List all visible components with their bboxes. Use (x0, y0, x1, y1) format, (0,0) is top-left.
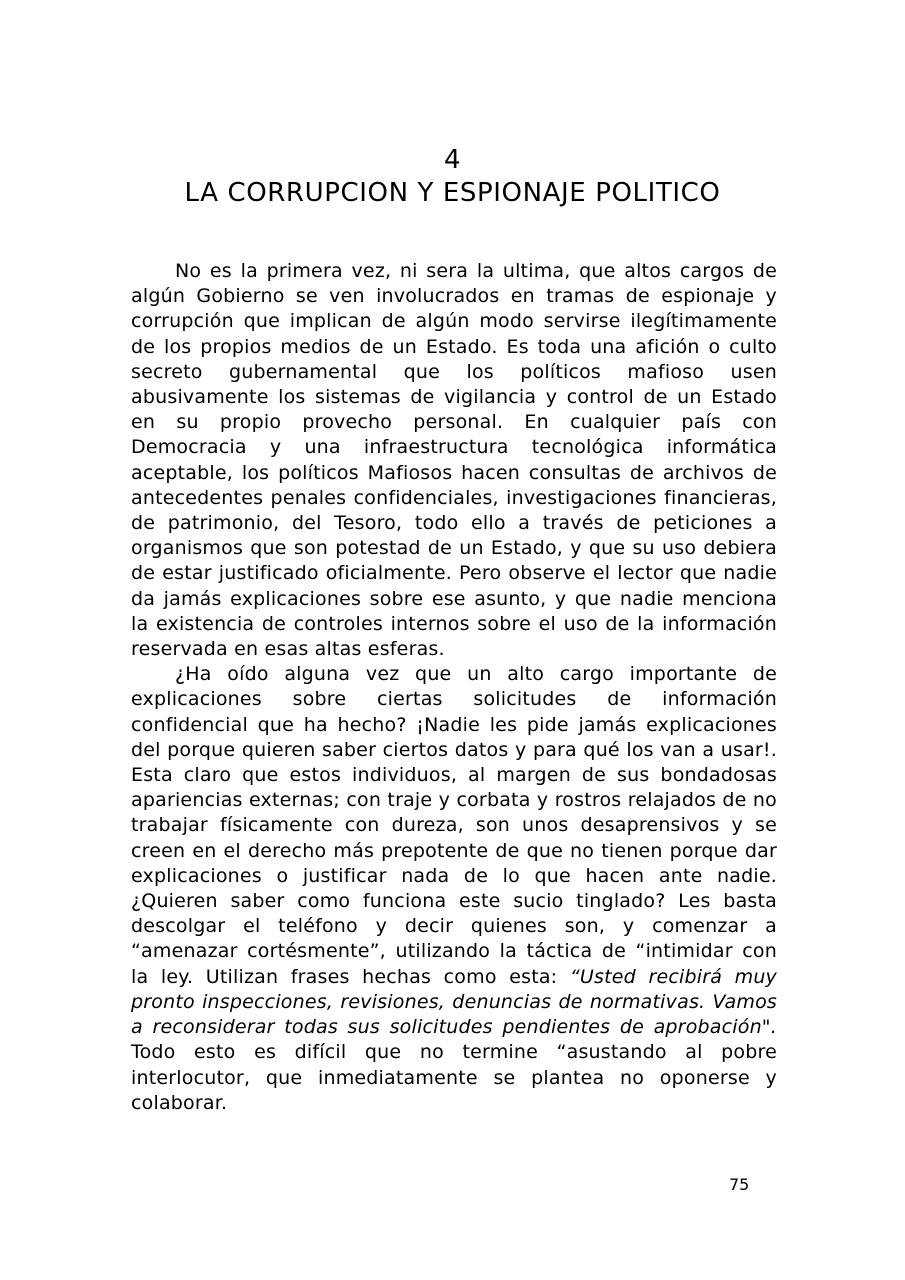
chapter-title: LA CORRUPCION Y ESPIONAJE POLITICO (184, 178, 721, 208)
paragraph-2-text: ¿Ha oído alguna vez que un alto cargo importante de explicaciones sobre ciertas solicitudes de información confidencial que ha hecho? ¡Nadie les pide jamás explicaciones del porque quieren saber ciertos datos y para qué los van a usar!. Esta claro que estos individuos, al margen de sus bondadosas apariencias externas; con traje y corbata y rostros relajados de no trabajar físicamente con dureza, son unos desaprensivos y se creen en el derecho más prepotente de que no tienen porque dar explicaciones o justificar nada de lo que hacen ante nadie. ¿Quieren saber como funciona este sucio tinglado? Les basta descolgar el teléfono y decir quienes son, y comenzar a “amenazar cortésmente”, utilizando la táctica de “intimidar con la ley. Utilizan frases hechas como esta: (131, 663, 777, 988)
paragraph-2-text-end: Todo esto es difícil que no termine “asustando al pobre interlocutor, que inmediatamente se plantea no oponerse y colaborar. (131, 1041, 777, 1114)
body-text (131, 259, 777, 1116)
chapter-number: 4 (443, 145, 462, 175)
paragraph-2 (131, 662, 777, 1116)
paragraph-2-quote: “Usted recibirá muy pronto inspecciones, revisiones, denuncias de normativas. Vamos a reconsiderar todas sus solicitudes pendientes de aprobación". (131, 965, 778, 1039)
paragraph-1: No es la primera vez, ni sera la ultima, que altos cargos de algún Gobierno se ven involucrados en tramas de espionaje y corrupción que implican de algún modo servirse ilegítimamente de los propios medios de un Estado. Es toda una afición o culto secreto gubernamental que los políticos mafioso usen abusivamente los sistemas de vigilancia y control de un Estado en su propio provecho personal. En cualquier país con Democracia y una infraestructura tecnológica informática aceptable, los políticos Mafiosos hacen consultas de archivos de antecedentes penales confidenciales, investigaciones financieras, de patrimonio, del Tesoro, todo ello a través de peticiones a organismos que son potestad de un Estado, y que su uso debiera de estar justificado oficialmente. Pero observe el lector que nadie da jamás explicaciones sobre ese asunto, y que nadie menciona la existencia de controles internos sobre el uso de la información reservada en esas altas esferas. (131, 260, 777, 661)
page-number: 75 (729, 1175, 750, 1194)
